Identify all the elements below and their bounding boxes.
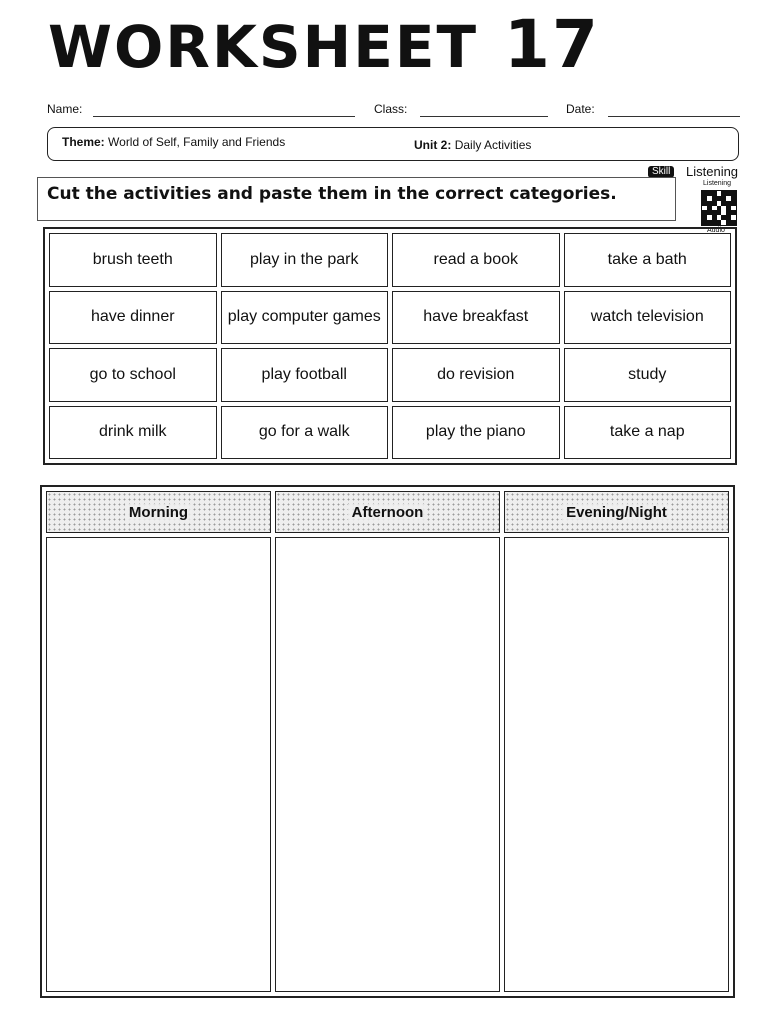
activity-card[interactable]: have dinner — [49, 291, 217, 345]
activity-card[interactable]: brush teeth — [49, 233, 217, 287]
instruction-text: Cut the activities and paste them in the correct categories. — [47, 184, 617, 204]
name-field-line[interactable] — [93, 116, 355, 117]
unit-line — [414, 138, 531, 152]
date-field-line[interactable] — [608, 116, 740, 117]
worksheet-title — [48, 6, 600, 83]
category-header-morning — [46, 491, 271, 533]
activity-card[interactable]: go to school — [49, 348, 217, 402]
activity-card[interactable]: play the piano — [392, 406, 560, 460]
qr-bottom-label: Audio — [707, 227, 725, 234]
class-label: Class: — [374, 102, 408, 116]
activity-card[interactable]: play in the park — [221, 233, 389, 287]
theme-box — [47, 127, 739, 161]
student-info-row — [0, 102, 768, 122]
category-header-label: Afternoon — [348, 504, 428, 521]
skill-tag: Skill — [648, 166, 674, 178]
qr-code-icon — [701, 190, 737, 226]
category-header-evening-night — [504, 491, 729, 533]
category-header-label: Evening/Night — [562, 504, 671, 521]
morning-paste-area[interactable] — [46, 537, 271, 992]
evening-night-paste-area[interactable] — [504, 537, 729, 992]
theme-line — [62, 135, 285, 149]
activity-card[interactable]: take a bath — [564, 233, 732, 287]
qr-top-label: Listening — [703, 180, 732, 187]
name-label: Name: — [47, 102, 83, 116]
activity-card[interactable]: do revision — [392, 348, 560, 402]
category-header-label: Morning — [125, 504, 192, 521]
activity-card[interactable]: take a nap — [564, 406, 732, 460]
activity-card[interactable]: have breakfast — [392, 291, 560, 345]
activity-card[interactable]: drink milk — [49, 406, 217, 460]
class-field-line[interactable] — [420, 116, 548, 117]
unit-label: Unit 2: — [414, 138, 452, 152]
title-number: 17 — [504, 6, 600, 83]
categories-table — [40, 485, 735, 998]
activity-card[interactable]: study — [564, 348, 732, 402]
unit-value: Daily Activities — [454, 138, 532, 152]
theme-value: World of Self, Family and Friends — [108, 135, 286, 149]
title-word: WORKSHEET — [48, 13, 479, 81]
activity-cards-grid — [43, 227, 737, 465]
category-header-afternoon — [275, 491, 500, 533]
instruction-box — [37, 177, 676, 221]
afternoon-paste-area[interactable] — [275, 537, 500, 992]
activity-card[interactable]: play computer games — [221, 291, 389, 345]
date-label: Date: — [566, 102, 595, 116]
activity-card[interactable]: play football — [221, 348, 389, 402]
activity-card[interactable]: watch television — [564, 291, 732, 345]
theme-label: Theme: — [62, 135, 105, 149]
skill-name: Listening — [686, 164, 739, 179]
activity-card[interactable]: read a book — [392, 233, 560, 287]
activity-card[interactable]: go for a walk — [221, 406, 389, 460]
